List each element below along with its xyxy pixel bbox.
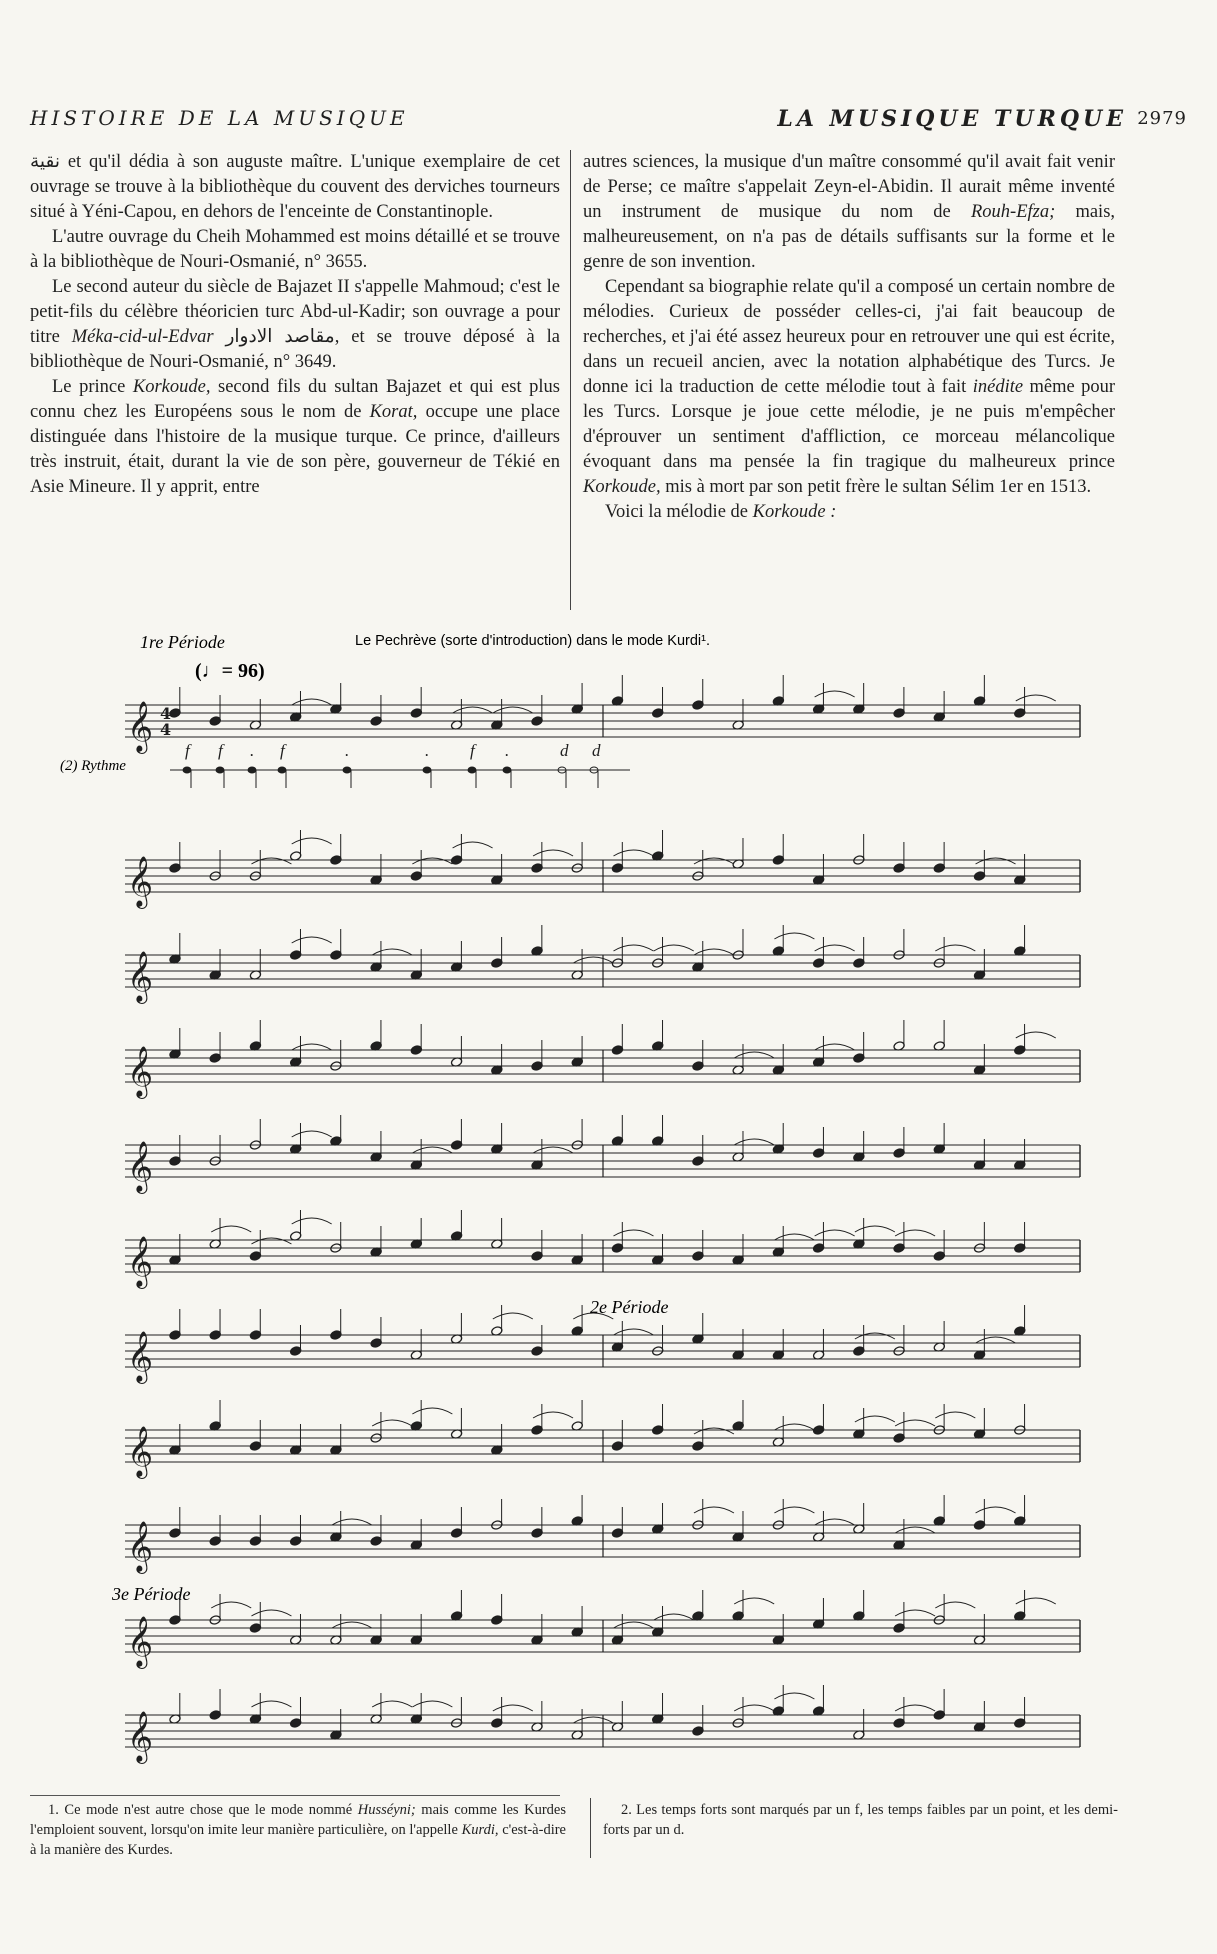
dynamic-mark: . — [425, 741, 430, 760]
paragraph-text: Voici la mélodie de — [605, 502, 748, 522]
slur — [493, 1313, 533, 1319]
score-svg — [0, 625, 1217, 1785]
rhythm-note — [503, 767, 511, 773]
treble-clef-icon: 𝄞 — [127, 1521, 154, 1572]
period-3-label: 3e Période — [112, 1584, 191, 1604]
footnote-part: 1. Ce mode n'est autre chose que le mode nommé — [48, 1802, 353, 1818]
time-signature-top: 4 — [160, 704, 172, 723]
header-chapter-title: LA MUSIQUE TURQUE — [777, 106, 1127, 132]
prince-name: Korkoude, — [132, 377, 211, 397]
slur — [251, 858, 291, 864]
treble-clef-icon: 𝄞 — [127, 856, 154, 907]
paragraph-text: Le second auteur du siècle de Bajazet II s'appelle Mahmoud; c'est le petit-fils du célèbre théoricien turc Abd-ul-Kadir; son ouvrage a pour titre — [30, 277, 560, 347]
dynamic-mark: d — [592, 741, 601, 760]
paragraph-text: occupe une place distinguée dans l'histoire de la musique turque. Ce prince, d'ailleurs très instruit, était, durant la vie de son père, gouverneur de Tékié en Asie Mineure. Il y apprit, entre — [30, 402, 560, 497]
staff — [125, 1115, 1080, 1194]
staff — [125, 1590, 1080, 1669]
slur — [1016, 1598, 1056, 1604]
slur — [774, 1234, 814, 1240]
mode-name: Husséyni; — [357, 1802, 416, 1818]
slur — [815, 691, 855, 697]
slur — [654, 1614, 694, 1620]
time-signature-bottom: 4 — [160, 720, 172, 739]
right-column — [583, 150, 1115, 525]
paragraph — [30, 275, 560, 375]
paragraph — [583, 275, 1115, 500]
treble-clef-icon: 𝄞 — [127, 1426, 154, 1477]
prince-name: Korkoude, — [583, 477, 661, 497]
slur — [412, 858, 452, 864]
dynamic-mark: f — [280, 741, 285, 760]
footnote-part: c'est-à-dire à la manière des Kurdes. — [30, 1822, 566, 1858]
book-title: Méka-cid-ul-Edvar — [71, 327, 214, 347]
slur — [412, 1408, 452, 1414]
dynamic-mark: f — [185, 741, 190, 760]
rhythm-note — [423, 767, 431, 773]
treble-clef-icon: 𝄞 — [127, 1616, 154, 1667]
paragraph-text: et qu'il dédia à son auguste maître. L'unique exemplaire de cet ouvrage se trouve à la bibliothèque du couvent des derviches tourneurs situé à Yéni-Capou, en dehors de l'enceinte de Constantinople. — [30, 152, 561, 222]
staff — [125, 1495, 1080, 1574]
slur — [774, 1424, 814, 1430]
paragraph-text: , et se trouve déposé à la bibliothèque de Nouri-Osmanié, n° 3649. — [30, 327, 560, 372]
page-number: 2979 — [1137, 108, 1187, 129]
footnote-rule — [30, 1795, 560, 1796]
slur — [1016, 695, 1056, 701]
slur — [895, 1705, 935, 1711]
paragraph-text: Cependant sa biographie relate qu'il a composé un certain nombre de mélodies. Curieux de posséder celles-ci, j'ai fait beaucoup de recherches, et j'ai été assez heureux pour en retrouver une qui est écrite, dans un recueil ancien, avec la notation alphabétique des Turcs. Je donne ici la traduction de cette mélodie tout à fait — [583, 277, 1115, 397]
slur — [855, 1333, 895, 1339]
slur — [412, 1147, 452, 1153]
slur — [372, 949, 412, 955]
slur — [895, 1527, 935, 1533]
header-book-title: HISTOIRE DE LA MUSIQUE — [30, 106, 409, 130]
dynamic-mark: . — [345, 741, 350, 760]
dynamic-mark: . — [505, 741, 510, 760]
paragraph — [30, 375, 560, 500]
emphasis: inédite — [972, 377, 1024, 397]
slur — [614, 1230, 654, 1236]
treble-clef-icon: 𝄞 — [127, 1711, 154, 1762]
slur — [573, 957, 613, 963]
slur — [734, 1052, 774, 1058]
slur — [533, 1412, 573, 1418]
slur — [493, 707, 533, 713]
slur — [774, 1507, 814, 1513]
staff — [125, 1020, 1080, 1099]
slur — [855, 1226, 895, 1232]
paragraph-text: mais, malheureusement, on n'a pas de détails suffisants sur la forme et le genre de son invention. — [583, 202, 1116, 272]
slur — [935, 945, 975, 951]
slur — [614, 850, 654, 856]
paragraph — [583, 500, 1115, 525]
slur — [251, 1238, 291, 1244]
dynamic-mark: . — [250, 741, 255, 760]
treble-clef-icon: 𝄞 — [127, 951, 154, 1002]
dynamic-mark: f — [470, 741, 475, 760]
left-column — [30, 150, 560, 500]
staff — [125, 925, 1080, 1004]
period-2-label: 2e Période — [590, 1297, 669, 1317]
rhythm-note — [278, 767, 286, 773]
mode-name: Kurdi, — [461, 1822, 499, 1838]
dynamics-group — [183, 741, 601, 788]
slur — [976, 858, 1016, 864]
slur — [774, 1693, 814, 1699]
paragraph-text: second fils du sultan Bajazet et qui est plus connu chez les Européens sous le nom de — [30, 377, 561, 422]
footnote-text — [30, 1800, 566, 1860]
slur — [332, 1622, 372, 1628]
arabic-title: نقية — [30, 152, 61, 172]
slur — [895, 1230, 935, 1236]
rhythm-note — [343, 767, 351, 773]
slur — [815, 1044, 855, 1050]
slur — [292, 1044, 332, 1050]
slur — [734, 1139, 774, 1145]
slur — [533, 1147, 573, 1153]
paragraph-text: autres sciences, la musique d'un maître consommé qu'il avait fait venir de Perse; ce maître s'appelait Zeyn-el-Abidin. Il aurait même inventé un instrument de musique du nom de — [583, 152, 1115, 222]
dynamic-mark: f — [218, 741, 223, 760]
paragraph — [583, 150, 1115, 275]
slur — [976, 1507, 1016, 1513]
alt-name: Korat, — [369, 402, 418, 422]
slur — [654, 945, 694, 951]
slur — [694, 1507, 734, 1513]
rhythm-note — [183, 767, 191, 773]
slur — [493, 1705, 533, 1711]
staff — [125, 830, 1080, 909]
slur — [614, 945, 654, 951]
treble-clef-icon: 𝄞 — [127, 1141, 154, 1192]
slur — [694, 1428, 734, 1434]
slur — [855, 1416, 895, 1422]
dynamic-mark: d — [560, 741, 569, 760]
slur — [895, 1610, 935, 1616]
staff — [125, 675, 1080, 754]
slur — [614, 1329, 654, 1335]
slur — [774, 933, 814, 939]
slur — [453, 707, 493, 713]
staff — [125, 1685, 1080, 1764]
slur — [251, 1610, 291, 1616]
slur — [533, 850, 573, 856]
slur — [815, 1230, 855, 1236]
slur — [292, 937, 332, 943]
slur — [734, 1705, 774, 1711]
arabic-title: مقاصد الادوار — [225, 327, 335, 347]
slur — [935, 1412, 975, 1418]
slur — [412, 1701, 452, 1707]
slur — [292, 838, 332, 844]
footnote-divider — [590, 1798, 591, 1858]
slur — [895, 1420, 935, 1426]
slur — [251, 1701, 291, 1707]
treble-clef-icon: 𝄞 — [127, 1046, 154, 1097]
paragraph-text: Le prince — [52, 377, 126, 397]
slur — [734, 1598, 774, 1604]
rhythm-note — [248, 767, 256, 773]
slur — [372, 1420, 412, 1426]
treble-clef-icon: 𝄞 — [127, 1331, 154, 1382]
slur — [815, 1519, 855, 1525]
slur — [292, 699, 332, 705]
slur — [935, 1602, 975, 1608]
slur — [332, 1519, 372, 1525]
paragraph — [30, 150, 560, 225]
footnote-text: 2. Les temps forts sont marqués par un f, les temps faibles par un point, et les demi-forts par un d. — [603, 1802, 1118, 1838]
slur — [292, 1131, 332, 1137]
tempo-marking: (♩= 96) — [195, 660, 265, 682]
instrument-name: Rouh-Efza; — [970, 202, 1056, 222]
running-header — [30, 106, 1187, 136]
slur — [211, 1602, 251, 1608]
treble-clef-icon: 𝄞 — [127, 701, 154, 752]
treble-clef-icon: 𝄞 — [127, 1236, 154, 1287]
slur — [1016, 1032, 1056, 1038]
slur — [573, 1717, 613, 1723]
slur — [694, 949, 734, 955]
rhythm-label: (2) Rythme — [60, 758, 126, 774]
rhythm-note — [216, 767, 224, 773]
slur — [211, 1226, 251, 1232]
slur — [453, 842, 493, 848]
footnote-2 — [603, 1800, 1118, 1840]
paragraph-text: même pour les Turcs. Lorsque je joue cette mélodie, je ne puis m'empêcher d'éprouver un sentiment d'affliction, ce morceau mélancolique évoquant dans ma pensée la fin tragique du malheureux prince — [583, 377, 1115, 472]
slur — [614, 1622, 654, 1628]
score-title: Le Pechrève (sorte d'introduction) dans le mode Kurdi¹. — [355, 633, 710, 649]
paragraph-text: mis à mort par son petit frère le sultan Sélim 1er en 1513. — [665, 477, 1092, 497]
footnote-part: mais comme les Kurdes l'emploient souvent, lorsqu'on imite leur manière particulière, on l'appelle — [30, 1802, 566, 1838]
rhythm-note — [468, 767, 476, 773]
slur — [815, 945, 855, 951]
slur — [976, 1337, 1016, 1343]
footnote-1 — [30, 1800, 566, 1860]
staves-group — [125, 675, 1080, 1764]
staff — [125, 1400, 1080, 1479]
staff — [125, 1210, 1080, 1289]
prince-name: Korkoude : — [752, 502, 837, 522]
period-1-label: 1re Période — [140, 632, 225, 652]
paragraph: L'autre ouvrage du Cheih Mohammed est moins détaillé et se trouve à la bibliothèque de Nouri-Osmanié, n° 3655. — [30, 227, 560, 272]
column-divider — [570, 150, 571, 610]
slur — [372, 1701, 412, 1707]
slur — [292, 1218, 332, 1224]
slur — [694, 858, 734, 864]
music-score — [0, 625, 1217, 1785]
